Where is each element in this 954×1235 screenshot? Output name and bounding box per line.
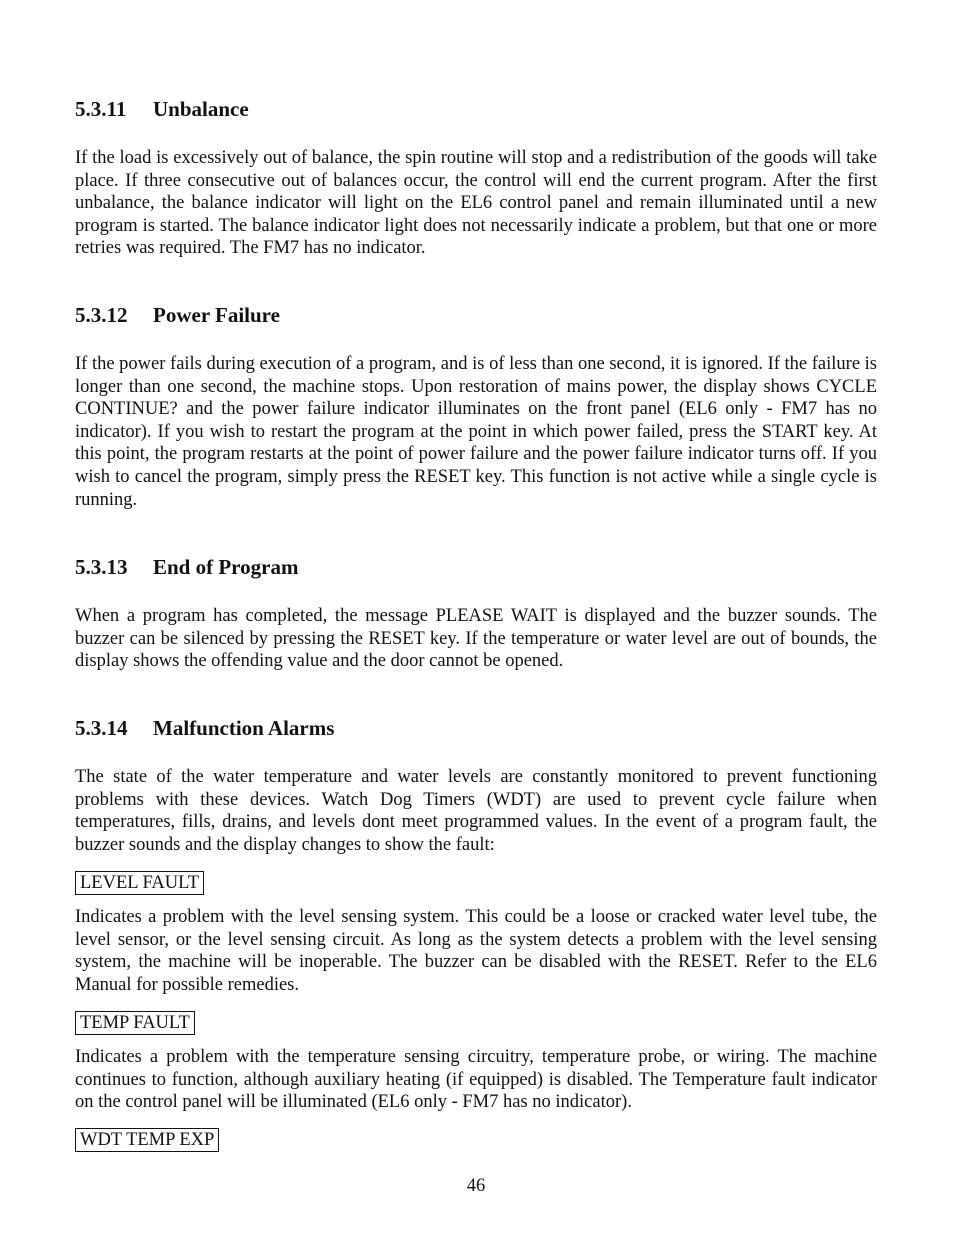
section-heading-unbalance bbox=[75, 96, 249, 122]
fault-description-temp-fault: Indicates a problem with the temperature sensing circuitry, temperature probe, or wiring. The machine continues to function, although auxiliary heating (if equipped) is disabled. The Temperature fault indicator on the control panel will be illuminated (EL6 only - FM7 has no indicator). bbox=[75, 1047, 877, 1113]
fault-code-temp-fault: TEMP FAULT bbox=[75, 1011, 195, 1035]
section-title: Power Failure bbox=[153, 303, 280, 327]
fault-code-level-fault: LEVEL FAULT bbox=[75, 871, 204, 895]
fault-code-wdt-temp-exp: WDT TEMP EXP bbox=[75, 1128, 219, 1152]
section-title: End of Program bbox=[153, 555, 299, 579]
section-heading-end-of-program bbox=[75, 554, 298, 580]
section-body-malfunction-alarms: The state of the water temperature and water levels are constantly monitored to prevent functioning problems with these devices. Watch Dog Timers (WDT) are used to prevent cycle failure when temperatures, fills, drains, and levels dont meet programmed values. In the event of a program fault, the buzzer sounds and the display changes to show the fault: bbox=[75, 767, 877, 855]
fault-description-level-fault: Indicates a problem with the level sensing system. This could be a loose or cracked water level tube, the level sensor, or the level sensing circuit. As long as the system detects a problem with the level sensing system, the machine will be inoperable. The buzzer can be disabled with the RESET. Refer to the EL6 Manual for possible remedies. bbox=[75, 907, 877, 995]
section-body-end-of-program: When a program has completed, the message PLEASE WAIT is displayed and the buzzer sounds. The buzzer can be silenced by pressing the RESET key. If the temperature or water level are out of bounds, the display shows the offending value and the door cannot be opened. bbox=[75, 606, 877, 672]
section-title: Unbalance bbox=[153, 97, 249, 121]
section-title: Malfunction Alarms bbox=[153, 716, 335, 740]
section-heading-power-failure bbox=[75, 302, 280, 328]
section-heading-malfunction-alarms bbox=[75, 715, 334, 741]
section-number: 5.3.14 bbox=[75, 716, 128, 740]
page-number: 46 bbox=[466, 1176, 486, 1196]
section-number: 5.3.11 bbox=[75, 97, 127, 121]
section-body-power-failure: If the power fails during execution of a program, and is of less than one second, it is ignored. If the failure is longer than one second, the machine stops. Upon restoration of mains power, the display shows CYCLE CONTINUE? and the power failure indicator illuminates on the front panel (EL6 only - FM7 has no indicator). If you wish to restart the program at the point in which power failed, press the START key. At this point, the program restarts at the point of power failure and the power failure indicator turns off. If you wish to cancel the program, simply press the RESET key. This function is not active while a single cycle is running. bbox=[75, 354, 877, 510]
section-number: 5.3.12 bbox=[75, 303, 128, 327]
section-body-unbalance: If the load is excessively out of balance, the spin routine will stop and a redistribution of the goods will take place. If three consecutive out of balances occur, the control will end the current program. After the first unbalance, the balance indicator will light on the EL6 control panel and remain illuminated until a new program is started. The balance indicator light does not necessarily indicate a problem, but that one or more retries was required. The FM7 has no indicator. bbox=[75, 148, 877, 259]
section-number: 5.3.13 bbox=[75, 555, 128, 579]
